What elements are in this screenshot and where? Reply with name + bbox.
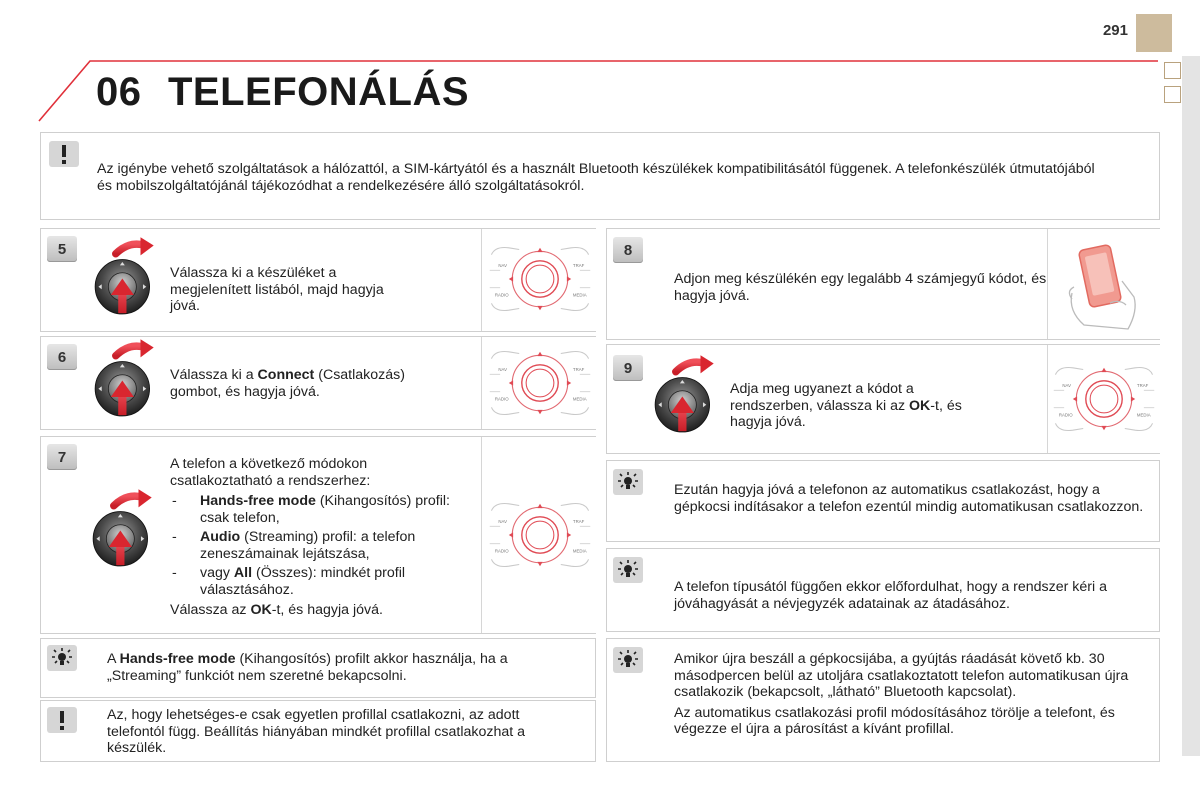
step-badge: 6: [47, 344, 77, 370]
notice-text: Az igénybe vehető szolgáltatások a hálózattól, a SIM-kártyától és a használt Bluetooth készülékek kompatibilitásától függenek. A telefonkészülék útmutatójából és mobilszolgáltatójánál tájékozódhat a rendelkezésére álló szolgáltatásokról.: [97, 161, 1095, 194]
step-text: Válassza ki a Connect (Csatlakozás) gombot, és hagyja jóvá.: [170, 367, 405, 400]
step-9: [606, 344, 1160, 454]
thumbnail: [1047, 345, 1160, 453]
tip-text: A telefon típusától függően ekkor előfordulhat, hogy a rendszer kéri a jóváhagyását a névjegyzék adatainak az átadásához.: [674, 579, 1107, 612]
side-bar: [1182, 56, 1200, 756]
notice-top: [40, 132, 1160, 220]
lightbulb-icon: [613, 647, 643, 673]
step-text: [170, 456, 470, 619]
tab-marker: [1164, 86, 1181, 103]
step-intro: A telefon a következő módokon csatlakoztatható a rendszerhez:: [170, 456, 371, 489]
step-badge: 5: [47, 236, 77, 262]
tip-paragraph: Amikor újra beszáll a gépkocsijába, a gyújtás ráadását követő kb. 30 másodpercen belül az utoljára csatlakoztatott telefon automatikusan újra csatlakozik (bekapcsolt, „látható” Bluetooth kapcsolat).: [674, 651, 1129, 700]
tip-text: [674, 651, 1144, 738]
lightbulb-icon: [613, 557, 643, 583]
tip-text: A Hands-free mode (Kihangosítós) profilt akkor használja, ha a „Streaming” funkciót nem szeretné bekapcsolni.: [107, 651, 508, 684]
page-title: TELEFONÁLÁS: [168, 70, 470, 114]
thumbnail: [481, 337, 596, 429]
step-text: Válassza ki a készüléket a megjelenített listából, majd hagyja jóvá.: [170, 265, 384, 314]
dial-icon: [488, 241, 592, 317]
tip-text: Ezután hagyja jóvá a telefonon az automatikus csatlakozást, hogy a gépkocsi indításakor a telefon ezentúl mindig automatikusan csatlakozzon.: [674, 482, 1144, 515]
tip-auto-connect: [606, 460, 1160, 542]
step-badge: 7: [47, 444, 77, 470]
exclamation-icon: [49, 141, 79, 167]
dial-icon: [488, 345, 592, 421]
tip-paragraph: Az automatikus csatlakozási profil módosításához törölje a telefont, és végezze el újra a párosítást a kívánt profillal.: [674, 704, 1115, 737]
step-text: Adja meg ugyanezt a kódot a rendszerben, válassza ki az OK-t, és hagyja jóvá.: [730, 381, 962, 430]
exclamation-icon: [47, 707, 77, 733]
list-item: - Hands-free mode (Kihangosítós) profil: csak telefon,: [170, 493, 470, 526]
step-8: [606, 228, 1160, 340]
tab-marker: [1164, 62, 1181, 79]
knob-icon: [91, 337, 157, 429]
phone-hand-icon: [1064, 241, 1144, 331]
warning-text: Az, hogy lehetséges-e csak egyetlen profillal csatlakozni, az adott telefontól függ. Beállítás hiányában mindkét profillal csatlakozhat a készülék.: [107, 707, 525, 756]
thumbnail: [481, 437, 596, 633]
warning-profile: [40, 700, 596, 762]
lightbulb-icon: [613, 469, 643, 495]
step-outro: Válassza az OK-t, és hagyja jóvá.: [170, 602, 383, 618]
step-badge: 9: [613, 355, 643, 381]
knob-icon: [91, 235, 157, 327]
tip-phonebook: [606, 548, 1160, 632]
dial-icon: [488, 497, 592, 573]
knob-icon: [651, 353, 717, 445]
profile-list: [170, 493, 470, 598]
step-7: [40, 436, 596, 634]
page-number: 291: [1102, 22, 1128, 39]
thumbnail: [1047, 229, 1160, 339]
tip-reentry: [606, 638, 1160, 762]
list-item: - Audio (Streaming) profil: a telefon zeneszámainak lejátszása,: [170, 529, 470, 562]
list-item: - vagy All (Összes): mindkét profil választásához.: [170, 565, 470, 598]
step-5: [40, 228, 596, 332]
step-text: Adjon meg készülékén egy legalább 4 számjegyű kódot, és hagyja jóvá.: [674, 271, 1047, 304]
thumbnail: [481, 229, 596, 331]
dial-icon: [1052, 361, 1156, 437]
step-badge: 8: [613, 237, 643, 263]
lightbulb-icon: [47, 645, 77, 671]
chapter-tab: [1136, 14, 1172, 52]
knob-icon: [89, 487, 155, 579]
step-6: [40, 336, 596, 430]
tip-hands-free: [40, 638, 596, 698]
chapter-number: 06: [96, 70, 142, 114]
